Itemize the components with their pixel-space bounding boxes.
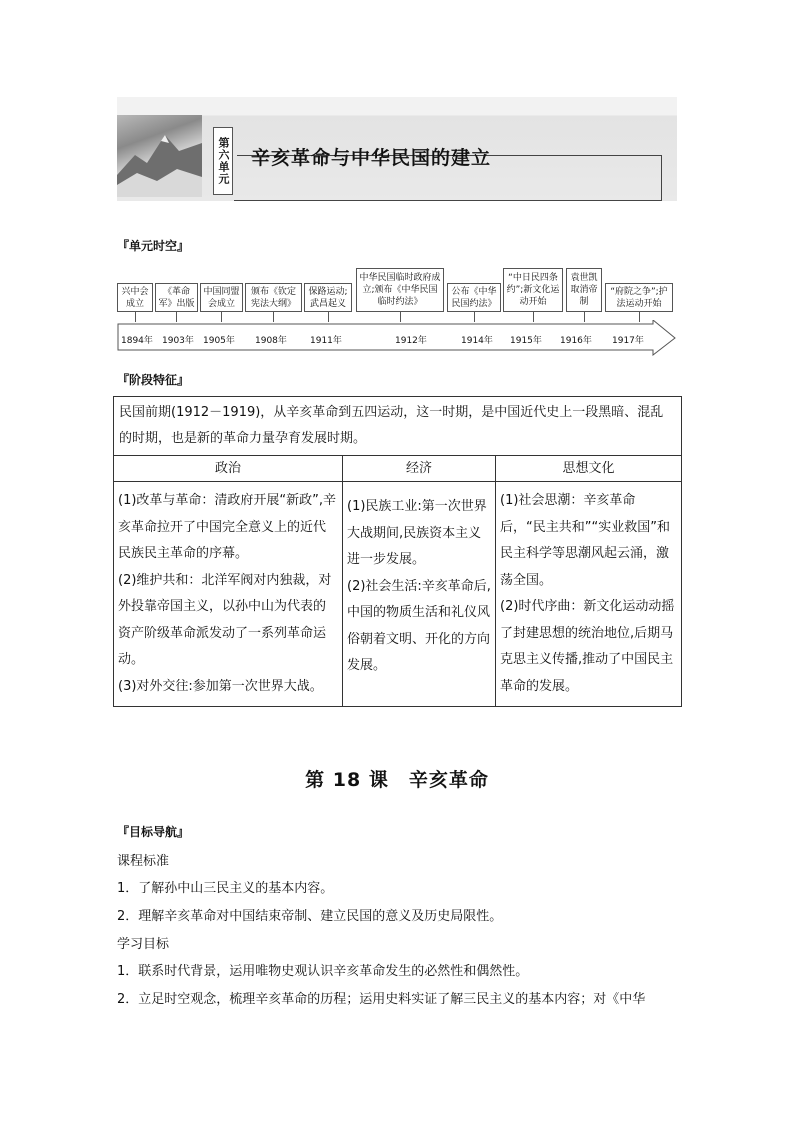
timeline-event: 保路运动;武昌起义 bbox=[304, 283, 352, 312]
table-text: (3)对外交往:参加第一次世界大战。 bbox=[118, 678, 323, 694]
timeline-year: 1915年 bbox=[510, 336, 542, 346]
timeline-event: “府院之争”;护法运动开始 bbox=[605, 283, 673, 312]
timeline-year: 1894年 bbox=[121, 336, 153, 346]
table-intro: 民国前期(1912－1919)，从辛亥革命到五四运动，这一时期，是中国近代史上一段黑暗、混乱的时期，也是新的革命力量孕育发展时期。 bbox=[114, 397, 682, 456]
table-text: (1)民族工业:第一次世界大战期间,民族资本主义进一步发展。 bbox=[347, 499, 487, 567]
learning-label: 学习目标 bbox=[117, 937, 170, 952]
timeline-event: 中华民国临时政府成立;颁布《中华民国临时约法》 bbox=[356, 268, 444, 312]
timeline-event: 袁世凯取消帝制 bbox=[566, 268, 602, 312]
unit-banner bbox=[117, 97, 677, 201]
timeline-event: “中日民四条约”;新文化运动开始 bbox=[503, 268, 563, 312]
timeline-event: 兴中会成立 bbox=[117, 283, 153, 312]
banner-divider-vertical bbox=[661, 155, 662, 200]
mountain-image bbox=[117, 115, 202, 197]
banner-divider-bottom bbox=[234, 200, 662, 201]
curriculum-label: 课程标准 bbox=[117, 854, 170, 869]
learning-item: 1．联系时代背景，运用唯物史观认识辛亥革命发生的必然性和偶然性。 bbox=[117, 964, 529, 979]
timeline-year: 1917年 bbox=[612, 336, 644, 346]
learning-item: 2．立足时空观念，梳理辛亥革命的历程；运用史料实证了解三民主义的基本内容；对《中华 bbox=[117, 992, 646, 1007]
curriculum-item: 2．理解辛亥革命对中国结束帝制、建立民国的意义及历史局限性。 bbox=[117, 909, 503, 924]
timeline-year: 1905年 bbox=[203, 336, 235, 346]
table-cell-economy bbox=[343, 482, 496, 707]
table-text: (1)社会思潮：辛亥革命后，“民主共和”“实业救国”和民主科学等思潮风起云涌，激荡全国。 bbox=[500, 493, 670, 588]
timeline-event: 《革命军》出版 bbox=[155, 283, 198, 312]
table-header-economy: 经济 bbox=[343, 456, 496, 482]
lesson-title: 第 18 课 辛亥革命 bbox=[305, 769, 489, 791]
table-cell-culture bbox=[496, 482, 682, 707]
timeline-year: 1916年 bbox=[560, 336, 592, 346]
section-unit-time: 『单元时空』 bbox=[117, 239, 190, 253]
stage-features-table bbox=[113, 396, 682, 707]
timeline-event: 中国同盟会成立 bbox=[200, 283, 243, 312]
section-goal-nav: 『目标导航』 bbox=[117, 825, 190, 839]
table-header-culture: 思想文化 bbox=[496, 456, 682, 482]
table-text: (2)维护共和：北洋军阀对内独裁，对外投靠帝国主义，以孙中山为代表的资产阶级革命派发动了一系列革命运动。 bbox=[118, 572, 332, 667]
table-text: (1)改革与革命：清政府开展“新政”,辛亥革命拉开了中国完全意义上的近代民族民主革命的序幕。 bbox=[118, 493, 337, 561]
timeline-year: 1903年 bbox=[162, 336, 194, 346]
table-cell-politics bbox=[114, 482, 343, 707]
curriculum-item: 1．了解孙中山三民主义的基本内容。 bbox=[117, 881, 334, 896]
timeline-year: 1912年 bbox=[395, 336, 427, 346]
section-stage-features: 『阶段特征』 bbox=[117, 373, 190, 387]
timeline-event: 公布《中华民国约法》 bbox=[447, 283, 501, 312]
timeline-year: 1911年 bbox=[310, 336, 342, 346]
timeline-year: 1914年 bbox=[461, 336, 493, 346]
table-text: (2)社会生活:辛亥革命后,中国的物质生活和礼仪风俗朝着文明、开化的方向发展。 bbox=[347, 578, 491, 673]
table-text: (2)时代序曲：新文化运动动摇了封建思想的统治地位,后期马克思主义传播,推动了中国民主革命的发展。 bbox=[500, 599, 675, 694]
timeline-event: 颁布《钦定宪法大纲》 bbox=[245, 283, 302, 312]
table-header-politics: 政治 bbox=[114, 456, 343, 482]
unit-number-label: 第六单元 bbox=[213, 127, 233, 195]
timeline-year: 1908年 bbox=[255, 336, 287, 346]
unit-title: 辛亥革命与中华民国的建立 bbox=[251, 147, 492, 169]
